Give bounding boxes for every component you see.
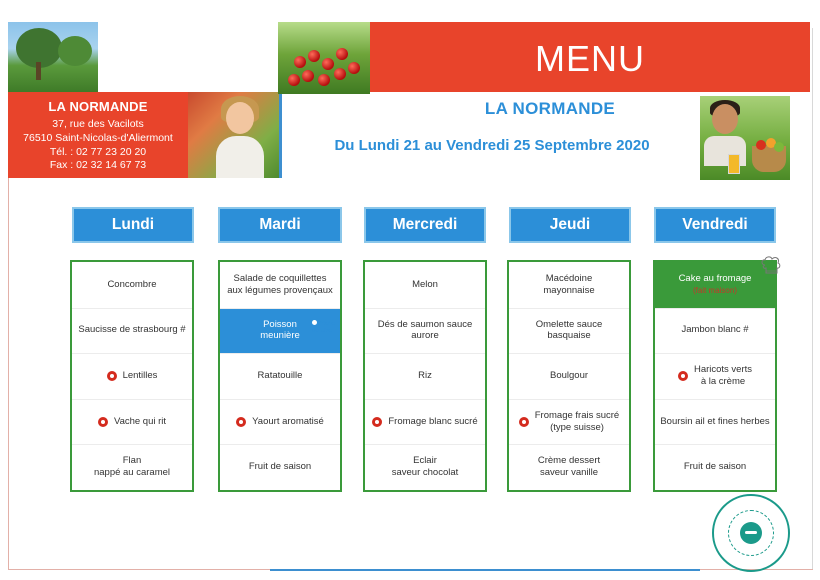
- row-divider: [72, 444, 192, 445]
- row-divider: [365, 399, 485, 400]
- menu-item: [509, 444, 629, 490]
- menu-item-label: Crème dessert saveur vanille: [537, 455, 601, 479]
- day-column-mercredi: [363, 260, 487, 492]
- menu-item-label: Lentilles: [122, 370, 158, 382]
- page-title: LA NORMANDE: [484, 99, 616, 118]
- chef-hat-icon: [760, 256, 782, 276]
- local-product-icon: [98, 417, 108, 427]
- row-divider: [365, 308, 485, 309]
- row-divider: [365, 444, 485, 445]
- menu-item-label: Boulgour: [549, 370, 589, 382]
- row-divider: [509, 353, 629, 354]
- menu-item: [509, 262, 629, 308]
- menu-item-label: Flan nappé au caramel: [93, 455, 171, 479]
- menu-item-label: Vache qui rit: [113, 415, 167, 427]
- menu-item: [509, 308, 629, 354]
- menu-item: [365, 444, 485, 490]
- restaurant-name: LA NORMANDE: [48, 99, 148, 114]
- row-divider: [72, 353, 192, 354]
- menu-item: [72, 444, 192, 490]
- local-product-icon: [107, 371, 117, 381]
- girl-eating-photo: [188, 92, 280, 178]
- menu-item-label: Fruit de saison: [248, 461, 312, 473]
- day-header-mardi: Mardi: [218, 207, 342, 243]
- day-header-mercredi: Mercredi: [364, 207, 486, 243]
- menu-item-label: Poisson meunière: [260, 318, 300, 342]
- row-divider: [655, 308, 775, 309]
- menu-item-label: Concombre: [107, 278, 157, 290]
- row-divider: [509, 399, 629, 400]
- menu-item: [655, 262, 775, 308]
- menu-item-label: Cake au fromage: [678, 273, 752, 285]
- local-product-icon: [236, 417, 246, 427]
- row-divider: [220, 353, 340, 354]
- menu-item-label: Jambon blanc #: [681, 324, 749, 336]
- page-border-bottom-accent: [270, 569, 700, 571]
- row-divider: [72, 399, 192, 400]
- menu-item: [220, 399, 340, 445]
- menu-item: [220, 262, 340, 308]
- menu-item: [365, 262, 485, 308]
- page-border-right: [812, 28, 813, 569]
- menu-item-label: Omelette sauce basquaise: [535, 318, 603, 342]
- menu-item-label: Fromage frais sucré (type suisse): [534, 409, 620, 433]
- menu-item-label: Fruit de saison: [683, 461, 747, 473]
- day-column-vendredi: [653, 260, 777, 492]
- cherries-photo: [278, 22, 370, 94]
- day-column-mardi: [218, 260, 342, 492]
- menu-item: [365, 308, 485, 354]
- row-divider: [72, 308, 192, 309]
- menu-item-note: (fait maison): [692, 286, 737, 296]
- day-header-jeudi: Jeudi: [509, 207, 631, 243]
- day-header-lundi: Lundi: [72, 207, 194, 243]
- menu-item-label: Dés de saumon sauce aurore: [377, 318, 473, 342]
- menu-item-label: Ratatouille: [257, 370, 303, 382]
- local-product-icon: [519, 417, 529, 427]
- local-product-icon: [678, 371, 688, 381]
- row-divider: [220, 444, 340, 445]
- row-divider: [655, 444, 775, 445]
- menu-item: [365, 399, 485, 445]
- phone-number: Tél. : 02 77 23 20 20: [49, 146, 147, 158]
- menu-item-label: Haricots verts à la crème: [693, 364, 753, 387]
- menu-item: [72, 399, 192, 445]
- menu-item: [509, 399, 629, 445]
- day-header-vendredi: Vendredi: [654, 207, 776, 243]
- park-photo: [8, 22, 98, 92]
- quality-seal-icon: [712, 494, 790, 572]
- row-divider: [220, 399, 340, 400]
- badge-label: Pêche durable: [312, 321, 336, 334]
- row-divider: [509, 444, 629, 445]
- menu-item-label: Eclair saveur chocolat: [391, 455, 459, 479]
- menu-item-label: Saucisse de strasbourg #: [78, 324, 186, 336]
- fax-number: Fax : 02 32 14 67 73: [49, 159, 147, 171]
- boy-with-fruit-photo: [700, 96, 790, 180]
- menu-item: [220, 444, 340, 490]
- menu-item: [655, 353, 775, 399]
- menu-title: MENU: [535, 38, 645, 79]
- day-column-lundi: [70, 260, 194, 492]
- menu-item: [655, 308, 775, 354]
- address-city: 76510 Saint-Nicolas-d'Aliermont: [23, 132, 173, 144]
- local-product-icon: [372, 417, 382, 427]
- row-divider: [220, 308, 340, 309]
- row-divider: [365, 353, 485, 354]
- menu-item-label: Fromage blanc sucré: [388, 415, 478, 427]
- menu-item: [655, 399, 775, 445]
- header-divider: [279, 94, 282, 178]
- row-divider: [655, 353, 775, 354]
- address-street: 37, rue des Vacilots: [52, 118, 144, 130]
- menu-item: [509, 353, 629, 399]
- day-column-jeudi: [507, 260, 631, 492]
- menu-item-label: Riz: [418, 370, 432, 382]
- menu-item: [365, 353, 485, 399]
- menu-item: [220, 353, 340, 399]
- menu-item-label: Boursin ail et fines herbes: [660, 415, 770, 427]
- menu-item: [72, 262, 192, 308]
- row-divider: [509, 308, 629, 309]
- menu-item-label: Melon: [412, 278, 438, 290]
- menu-item: [655, 444, 775, 490]
- menu-item: [72, 308, 192, 354]
- menu-item-label: Salade de coquillettes aux légumes provençaux: [227, 272, 333, 296]
- week-dates: Du Lundi 21 au Vendredi 25 Septembre 2020: [334, 137, 650, 154]
- menu-item-label: Macédoine mayonnaise: [543, 272, 595, 296]
- sustainable-fishing-badge: [312, 320, 340, 334]
- menu-item: [72, 353, 192, 399]
- row-divider: [655, 399, 775, 400]
- menu-item-label: Yaourt aromatisé: [252, 415, 324, 427]
